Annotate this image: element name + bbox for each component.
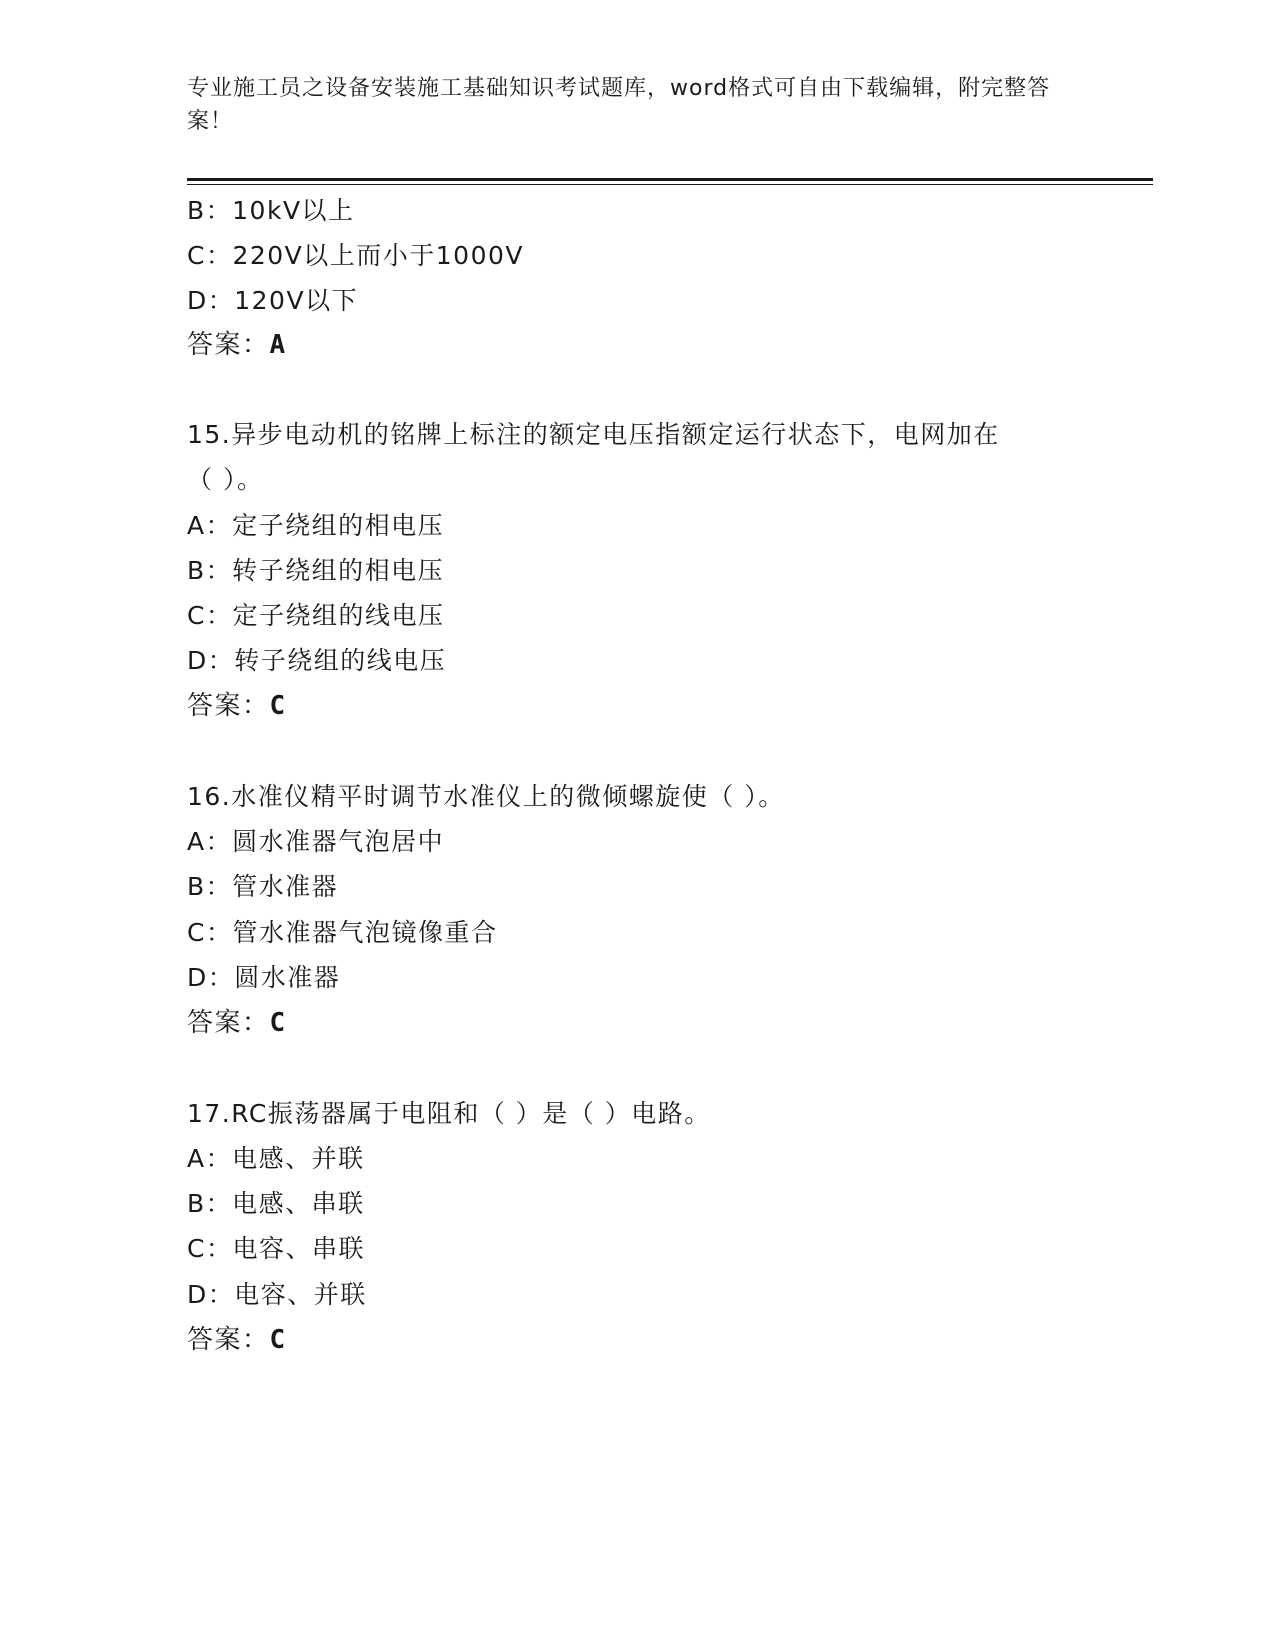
option-d: D：圆水准器: [187, 963, 341, 992]
answer-label: 答案：: [187, 691, 270, 721]
answer-label: 答案：: [187, 1008, 270, 1038]
answer-line: [187, 330, 287, 360]
answer-label: 答案：: [187, 1325, 270, 1355]
answer-value: C: [269, 1008, 287, 1038]
option-c: C：220V以上而小于1000V: [187, 241, 525, 270]
option-b: B：10kV以上: [187, 196, 355, 225]
option-b: B：电感、串联: [187, 1189, 365, 1218]
header-divider-thin: [187, 184, 1153, 185]
option-c: C：电容、串联: [187, 1234, 365, 1263]
answer-line: [187, 691, 287, 721]
option-d: D：120V以下: [187, 286, 359, 315]
answer-label: 答案：: [187, 330, 270, 360]
document-title: 专业施工员之设备安装施工基础知识考试题库，word格式可自由下载编辑，附完整答案！: [187, 76, 1051, 134]
option-b: B：管水准器: [187, 872, 339, 901]
answer-line: [187, 1325, 287, 1355]
answer-value: A: [269, 330, 287, 360]
answer-line: [187, 1008, 287, 1038]
option-a: A：电感、并联: [187, 1144, 365, 1173]
answer-value: C: [269, 691, 287, 721]
question-text: 17.RC振荡器属于电阻和（ ）是（ ）电路。: [187, 1099, 711, 1128]
option-a: A：定子绕组的相电压: [187, 511, 445, 540]
question-text-line-2: （ ）。: [187, 465, 264, 494]
question-text: 16.水准仪精平时调节水准仪上的微倾螺旋使（ ）。: [187, 782, 785, 811]
option-b: B：转子绕组的相电压: [187, 556, 445, 585]
option-a: A：圆水准器气泡居中: [187, 827, 445, 856]
option-d: D：电容、并联: [187, 1280, 367, 1309]
option-c: C：管水准器气泡镜像重合: [187, 918, 498, 947]
option-d: D：转子绕组的线电压: [187, 646, 447, 675]
option-c: C：定子绕组的线电压: [187, 601, 445, 630]
answer-value: C: [269, 1325, 287, 1355]
question-text-line-1: 15.异步电动机的铭牌上标注的额定电压指额定运行状态下，电网加在: [187, 420, 1000, 449]
header-divider-thick: [187, 178, 1153, 181]
